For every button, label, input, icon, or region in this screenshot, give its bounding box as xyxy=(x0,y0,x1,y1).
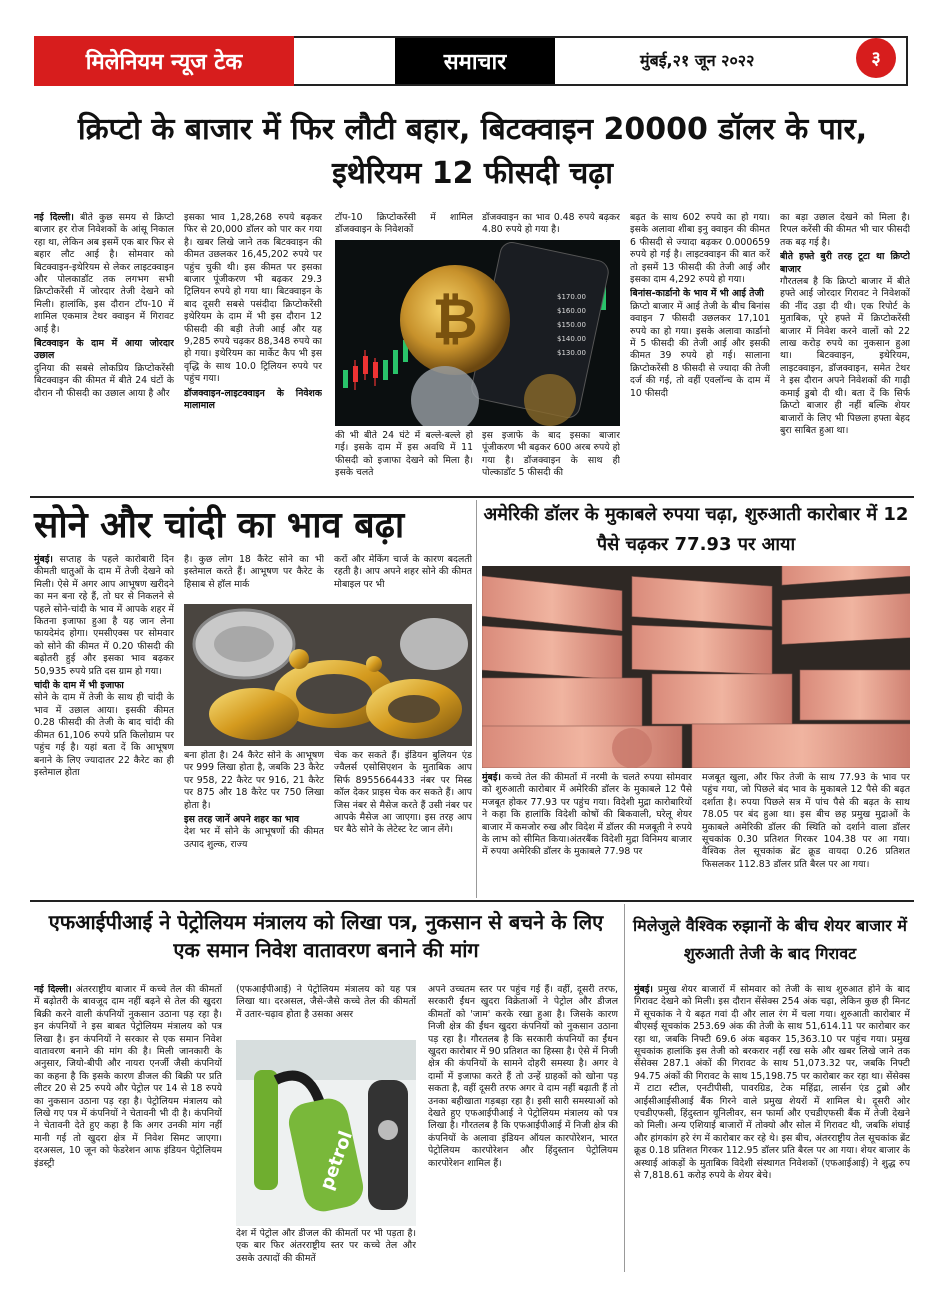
currency-notes-photo xyxy=(482,566,910,768)
petrol-column-2-bottom: देश में पेट्रोल और डीजल की कीमतों पर भी पड़ता है। एक बार फिर अंतरराष्ट्रीय स्तर पर कच्चे तेल और उसके उत्पादों की कीमतें xyxy=(236,1228,416,1264)
crypto-column-2 xyxy=(184,212,322,492)
petrol-label: petrol xyxy=(316,1128,357,1193)
gold-column-3-bottom: चेक कर सकते हैं। इंडियन बुलियन एंड ज्वैलर्स एसोसिएशन के मुताबिक आप सिर्फ 8955664433 नंबर पर मिस्ड कॉल देकर प्राइस चेक कर सकते हैं। आप जिस नंबर से मैसेज करते हैं उसी नंबर पर आपके मैसेज आ जाएगा। इस तरह आप घर बैठे सोने के लेटेस्ट रेट जान लेंगे। xyxy=(334,750,472,836)
subheading: डॉजक्वाइन-लाइटक्वाइन के निवेशक मालामाल xyxy=(184,387,322,412)
gold-column-2-top: है। कुछ लोग 18 कैरेट सोने का भी इस्तेमाल करते हैं। आभूषण पर कैरेट के हिसाब से हॉल मार्क xyxy=(184,554,324,590)
paragraph: बना होता है। 24 कैरेट सोने के आभूषण पर 999 लिखा होता है, जबकि 23 कैरेट पर 958, 22 कैरेट पर 916, 21 कैरेट पर 875 और 18 कैरेट पर 750 लिखा होता है। xyxy=(184,750,324,811)
rupee-column-2: मजबूत खुला, और फिर तेजी के साथ 77.93 के भाव पर पहुंच गया, जो पिछले बंद भाव के मुकाबले 12 पैसे की बढ़त दर्शाता है। रुपया पिछले सत्र में पांच पैसे की बढ़त के साथ 78.05 पर बंद हुआ था। इस बीच छह प्रमुख मुद्राओं के मुकाबले अमेरिकी डॉलर की स्थिति को दर्शाने वाला डॉलर सूचकांक 0.30 प्रतिशत गिरकर 104.38 पर आ गया। वैश्विक तेल सूचकांक ब्रेंट क्रूड वायदा 0.26 प्रतिशत फिसलकर 112.83 डॉलर प्रति बैरल पर आ गया। xyxy=(702,772,910,870)
subheading: बिनांस-कार्डानो के भाव में भी आई तेजी xyxy=(630,288,764,300)
paragraph: बीते कुछ समय से क्रिप्टो बाजार हर रोज निवेशकों के आंसू निकाल रहा था, लेकिन अब इसमें एक बार फिर से बहार लौट आई है। सोमवार को बिटक्वाइन-इथेरियम से लेकर लाइटक्वाइन और पोलकाडॉट तक लगभग सभी क्रिप्टोकरेंसी में जोरदार तेजी देखने को मिली। हालांकि, इस दौरान टॉप-10 में शामिल एकमात्र टेथर क्वाइन में गिरावट आई है। xyxy=(34,212,174,335)
gold-column-3-top: करों और मेकिंग चार्ज के कारण बदलती रहती है। आप अपने शहर सोने की कीमत मोबाइल पर भी xyxy=(334,554,472,590)
paragraph: प्रमुख शेयर बाजारों में सोमवार को तेजी के साथ शुरुआत होने के बाद गिरावट देखने को मिली। इस दौरान सेंसेक्स 254 अंक चढ़ा, लेकिन कुछ ही मिनट में सूचकांक ने ये बढ़त गवां दी और लाल रंग में चला गया। शुरुआती कारोबार में बीएसई सूचकांक 253.69 अंक की तेजी के साथ 51,614.11 पर कारोबार कर रहा था, जबकि निफ्टी 69.6 अंक बढ़कर 15,363.10 पर पहुंच गया। प्रमुख सूचकांक हालांकि इस तेजी को बरकरार नहीं रख सके और खबर लिखे जाने तक सेंसेक्स 287.1 अंकों की गिरावट के साथ 51,073.32 पर, जबकि निफ्टी 94.75 अंकों की गिरावट के साथ 15,198.75 पर कारोबार कर रहा था। सेंसेक्स में टाटा स्टील, एनटीपीसी, पावरग्रिड, टेक महिंद्रा, लार्सन एंड टुब्रो और आईसीआईसीआई बैंक गिरने वाले प्रमुख शेयरों में शामिल थे। दूसरी ओर एचडीएफसी, हिंदुस्तान यूनिलीवर, सन फार्मा और एचडीएफसी बैंक में तेजी देखने को मिली। अन्य एशियाई बाजारों में तोक्यो और सोल में गिरावट थी, जबकि शंघाई और हांगकांग हरे रंग में कारोबार कर रहे थे। इस बीच, अंतरराष्ट्रीय तेल सूचकांक ब्रेंट क्रूड 0.18 प्रतिशत गिरकर 112.95 डॉलर प्रति बैरल पर आ गया। शेयर बाजार के अस्थाई आंकड़ों के मुताबिक विदेशी संस्थागत निवेशकों (एफआईआई) ने शुद्ध रुप से 7,818.61 करोड़ रुपये के शेयर बेचे। xyxy=(634,984,910,1182)
divider xyxy=(30,900,914,902)
price-label: $170.00 xyxy=(557,293,586,301)
subheading: बिटक्वाइन के दाम में आया जोरदार उछाल xyxy=(34,338,174,362)
subheading: इस तरह जानें अपने शहर का भाव xyxy=(184,814,300,826)
brand-logo: मिलेनियम न्यूज टेक xyxy=(34,36,294,86)
divider xyxy=(624,904,625,1272)
petrol-headline: एफआईपीआई ने पेट्रोलियम मंत्रालय को लिखा पत्र, नुकसान से बचने के लिए एक समान निवेश वातावरण बनाने की मांग xyxy=(48,910,604,962)
paragraph: गौरतलब है कि क्रिप्टो बाजार में बीते हफ्ते आई जोरदार गिरावट ने निवेशकों की नींद उड़ा दी थी। एक रिपोर्ट के मुताबिक, पूरे हफ्ते में क्रिप्टोकरेंसी बाजार में निवेश करने वालों को 22 लाख करोड़ रुपये का नुकसान हुआ था। बिटक्वाइन, इथेरियम, लाइटक्वाइन, डॉजक्वाइन, समेत टेथर ने इस दौरान अपने निवेशकों की गाढ़ी कमाई डुबो दी थी। बता दें कि सिर्फ क्रिप्टो बाजार ही नहीं बल्कि शेयर बाजारों के लिए भी पिछला हफ्ता बेहद बुरा साबित हुआ था। xyxy=(780,276,910,436)
gold-jewellery-photo xyxy=(184,604,472,746)
paragraph: सप्ताह के पहले कारोबारी दिन कीमती धातुओं के दाम में तेजी देखने को मिली। ऐसे में अगर आप आभूषण खरीदने का मन बना रहे हैं, तो घर से निकलने से पहले सोने-चांदी के भाव में आपके शहर में कितना इजाफा हुआ है यह जान लेना फायदेमंद होगा। एमसीएक्स पर सोमवार को सोने की कीमत में 0.20 फीसदी की बढ़ोतरी हुई और इसका भाव बढ़कर 50,935 रुपये प्रति दस ग्राम हो गया। xyxy=(34,554,174,677)
divider xyxy=(476,500,477,898)
gold-column-2-bottom xyxy=(184,750,324,894)
section-label: समाचार xyxy=(395,38,555,84)
paragraph: क्रिप्टो बाजार में आई तेजी के बीच बिनांस क्वाइन 7 फीसदी उछलकर 17,101 रुपये का हो गया। इसके अलावा कार्डानो में 5 फीसदी की तेजी आई और इसकी कीमत 39 रुपये हो गई। सालाना क्रिप्टोकरेंसी 8 फीसदी से ज्यादा की तेजी दर्ज की गई, तो वहीं एवलॉन्च के दाम में 10 फीसदी xyxy=(630,300,770,399)
dateline: नई दिल्ली। xyxy=(34,212,74,223)
page-number: ३ xyxy=(856,38,896,78)
price-label: $160.00 xyxy=(557,307,586,315)
divider xyxy=(30,496,914,498)
petrol-column-2-top: (एफआईपीआई) ने पेट्रोलियम मंत्रालय को यह पत्र लिखा था। दरअसल, जैसे-जैसे कच्चे तेल की कीमतों में उतार-चढ़ाव होता है उसका असर xyxy=(236,984,416,1020)
crypto-column-4-bottom: इस इजाफे के बाद इसका बाजार पूंजीकरण भी बढ़कर 600 अरब रुपये हो गया है। डॉजक्वाइन के साथ ही पोल्काडॉट 5 फीसदी की xyxy=(482,430,620,479)
crypto-column-3-bottom: की भी बीते 24 घंटे में बल्ले-बल्ले हो गई। इसके दाम में इस अवधि में 11 फीसदी को इजाफा देखने को मिला है। इसके चलते xyxy=(335,430,473,479)
price-ladder xyxy=(557,290,586,360)
crypto-column-3-top: टॉप-10 क्रिप्टोकरेंसी में शामिल डॉजक्वाइन के निवेशकों xyxy=(335,212,473,236)
dateline: मुंबई। xyxy=(482,772,501,783)
petrol-pump-photo xyxy=(236,1040,416,1226)
share-market-headline: मिलेजुले वैश्विक रुझानों के बीच शेयर बाजार में शुरुआती तेजी के बाद गिरावट xyxy=(633,916,907,963)
paragraph: कच्चे तेल की कीमतों में नरमी के चलते रुपया सोमवार को शुरुआती कारोबार में अमेरिकी डॉलर के मुकाबले 12 पैसे मजबूत होकर 77.93 पर पहुंच गया। विदेशी मुद्रा कारोबारियों ने कहा कि हालांकि विदेशी कोषों की बिकवाली, घरेलू शेयर बाजार में कमजोर रुख और विदेश में डॉलर की मजबूती ने रुपये के लाभ को सीमित किया।अंतरबैंक विदेशी मुद्रा विनिमय बाजार में रुपया अमेरिकी डॉलर के मुकाबले 77.98 पर xyxy=(482,772,692,858)
paragraph: का बड़ा उछाल देखने को मिला है। रिपल करेंसी की कीमत भी चार फीसदी तक बढ़ गई है। xyxy=(780,212,910,248)
gold-headline: सोने और चांदी का भाव बढ़ा xyxy=(34,505,405,546)
price-label: $130.00 xyxy=(557,349,586,357)
dateline: मुंबई। xyxy=(34,554,53,565)
rupee-headline: अमेरिकी डॉलर के मुकाबले रुपया चढ़ा, शुरुआती कारोबार में 12 पैसे चढ़कर 77.93 पर आया xyxy=(483,504,909,555)
paragraph: दुनिया की सबसे लोकप्रिय क्रिप्टोकरेंसी बिटक्वाइन की कीमत में बीते 24 घंटों के दौरान नौ फीसदी का उछाल आया है और xyxy=(34,362,174,399)
subheading: बीते हफ्ते बुरी तरह टूटा था क्रिप्टो बाजार xyxy=(780,251,910,275)
crypto-column-1 xyxy=(34,212,174,492)
petrol-column-1 xyxy=(34,984,222,1266)
bitcoin-photo xyxy=(335,240,620,426)
dateline: मुंबई। xyxy=(634,984,653,995)
svg-text:₿: ₿ xyxy=(432,287,478,352)
crypto-column-4-top: डॉजक्वाइन का भाव 0.48 रुपये बढ़कर 4.80 रुपये हो गया है। xyxy=(482,212,620,236)
dateline: नई दिल्ली। xyxy=(34,984,72,995)
price-label: $140.00 xyxy=(557,335,586,343)
petrol-column-3: अपने उच्चतम स्तर पर पहुंच गई हैं। वहीं, दूसरी तरफ, सरकारी ईंधन खुदरा विक्रेताओं ने पेट्रोल और डीजल कीमतों को 'जाम' करके रखा हुआ है। जिसके कारण निजी क्षेत्र की ईंधन खुदरा कंपनियों को नुकसान उठाना पड़ रहा है। गौरतलब है कि सरकारी कंपनियों का ईंधन खुदरा कारोबार में 90 प्रतिशत का हिस्सा है। ऐसे में निजी क्षेत्र की कंपनियों के सामने दोहरी समस्या है। अगर वे दामों में इजाफा करते हैं तो उन्हें ग्राहकों को खोना पड़ सकता है, वहीं दूसरी तरफ अगर वे दाम नहीं बढ़ाती हैं तो उनका बहीखाता गड़बड़ा रहा है। इसी सारी समस्याओं को देखते हुए एफआईपीआई ने पेट्रोलियम मंत्रालय को पत्र लिखा है। गौरतलब है कि एफआईपीआई में निजी क्षेत्र की कंपनियों के अलावा इंडियन ऑयल कारपोरेशन, भारत पेट्रोलियम कारपोरेशन और हिंदुस्तान पेट्रोलियम कारपोरेशन शामिल हैं। xyxy=(428,984,618,1169)
crypto-column-6 xyxy=(780,212,910,492)
gold-column-1 xyxy=(34,554,174,894)
paragraph: बढ़त के साथ 602 रुपये का हो गया। इसके अलावा शीबा इनु क्वाइन की कीमत 6 फीसदी से ज्यादा बढ़कर 0.000659 रुपये हो गई है। लाइटक्वाइन की बात करें तो इसमें 13 फीसदी की तेजी आई और इसका दाम 4,292 रुपये हो गया। xyxy=(630,212,770,286)
paragraph: देश भर में सोने के आभूषणों की कीमत उत्पाद शुल्क, राज्य xyxy=(184,826,324,850)
rupee-column-1 xyxy=(482,772,692,896)
crypto-headline: क्रिप्टो के बाजार में फिर लौटी बहार, बिटक्वाइन 20000 डॉलर के पार, इथेरियम 12 फीसदी चढ़ा xyxy=(77,112,868,191)
paragraph: इसका भाव 1,28,268 रुपये बढ़कर फिर से 20,000 डॉलर को पार कर गया है। खबर लिखे जाने तक बिटक्वाइन की कीमत उछलकर 16,45,202 रुपये पर पहुंच चुकी थी। इस कीमत पर इसका बाजार पूंजीकरण भी बढ़कर 29.3 ट्रिलियन रुपये हो गया था। बिटक्वाइन के बाद दूसरी सबसे पसंदीदा क्रिप्टोकरेंसी इथेरियम के दाम में भी इस दौरान 12 फीसदी की बड़ी तेजी आई और यह 9,285 रुपये चढ़कर 88,348 रुपये का हो गया। इथेरियम का मार्केट कैप भी इस वृद्धि के साथ 10.0 ट्रिलियन रुपये पर पहुंच गया। xyxy=(184,212,322,385)
subheading: चांदी के दाम में भी इजाफा xyxy=(34,680,124,692)
paragraph: अंतरराष्ट्रीय बाजार में कच्चे तेल की कीमतों में बढ़ोतरी के बावजूद दाम नहीं बढ़ने से तेल की खुदरा बिक्री करने वाली कंपनियों नुकसान उठाना पड़ रहा है। इन कंपनियों ने इस बाबत पेट्रोलियम मंत्रालय को पत्र लिखा है। इन कंपनियों ने सरकार से एक समान निवेश वातावरण बनाने की मांग की है। मिली जानकारी के अनुसार, जियो-बीपी और नायरा एनर्जी जैसी कंपनियों का कहना है कि इसके कारण डीजल की बिक्री पर प्रति लीटर 20 से 25 रुपये और पेट्रोल पर 14 से 18 रुपये का नुकसान उठाना पड़ रहा है। पेट्रोलियम मंत्रालय को लिखे गए पत्र में कंपनियों ने चेतावनी भी दी है। कंपनियों ने चेतावनी देते हुए कहा है कि अगर उनकी मांग नहीं मानी गई तो खुदरा क्षेत्र में निवेश सिमट जाएगा। दरअसल, 10 जून को फेडरेशन आफ इंडियन पेट्रोलियम इंडस्ट्री xyxy=(34,984,222,1169)
issue-date: मुंबई,२१ जून २०२२ xyxy=(640,51,755,70)
paragraph: सोने के दाम में तेजी के साथ ही चांदी के भाव में उछाल आया। इसकी कीमत 0.28 फीसदी की तेजी के बाद चांदी की कीमत 61,106 रुपये प्रति किलोग्राम पर पहुंच गई है। यहां बता दें कि आभूषण बनाने के लिए ज्यादातर 22 कैरेट का ही इस्तेमाल होता xyxy=(34,692,174,778)
share-market-column xyxy=(634,984,910,1266)
price-label: $150.00 xyxy=(557,321,586,329)
crypto-column-5 xyxy=(630,212,770,492)
